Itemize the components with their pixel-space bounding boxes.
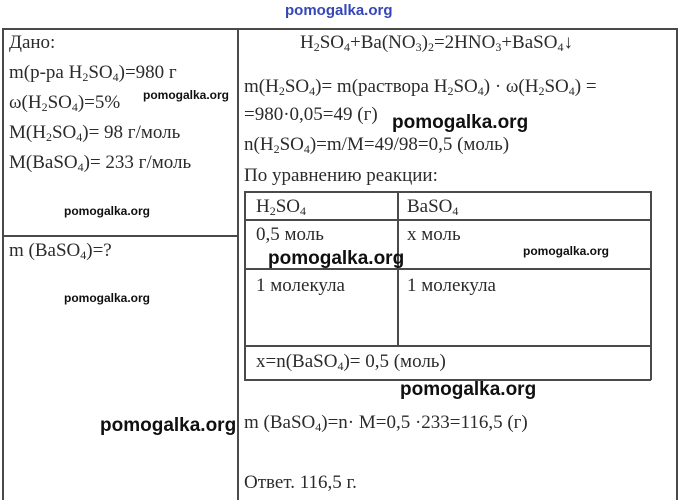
table-header-divider — [244, 219, 651, 221]
table-header-h2so4: $H_2SO_4$ — [256, 196, 307, 218]
watermark-given-right: pomogalka.org — [143, 88, 230, 102]
reaction-equation: $H_2SO_4+Ba(NO_3)_2=2HNO_3+BaSO_4↓$ — [300, 32, 573, 54]
table-cell-h2so4-moles: 0,5 моль — [256, 224, 324, 245]
frame-left-border — [2, 28, 4, 500]
given-molar-mass-h2so4: $M(H_2SO_4)= 98$ г/моль — [9, 122, 181, 144]
watermark-given-bottom: pomogalka.org — [64, 204, 151, 218]
watermark-bottom-left: pomogalka.org — [100, 415, 237, 436]
table-result-row: x=n(BaSO$_4$)= 0,5 (моль) — [256, 351, 446, 373]
table-cell-baso4-moles: x моль — [407, 224, 461, 245]
moles-calculation-line: $n(H_2SO_4)=m/M=49/98=0,5$ (моль) — [244, 134, 510, 156]
watermark-table-bottom: pomogalka.org — [400, 379, 537, 400]
final-mass-calculation: m (BaSO$_4$)=n· M=0,5 ·233=116,5 (г) — [244, 412, 528, 434]
frame-right-border — [676, 28, 678, 500]
table-top-border — [244, 191, 651, 193]
given-molar-mass-baso4: M(BaSO$_4$)= 233 г/моль — [9, 152, 192, 174]
table-cell-baso4-molecules: 1 молекула — [407, 275, 496, 296]
given-mass-fraction: $\omega(H_2SO_4)=5\%$ — [9, 92, 121, 114]
table-header-baso4: BaSO$_4$ — [407, 196, 459, 218]
watermark-solution-mass: pomogalka.org — [392, 112, 529, 133]
mass-calculation-line: =980·0,05=49 (г) — [244, 104, 378, 125]
frame-top-border — [2, 28, 678, 30]
frame-middle-divider — [237, 28, 239, 500]
watermark-find: pomogalka.org — [64, 291, 151, 305]
watermark-table-left: pomogalka.org — [268, 248, 405, 269]
answer-line: Ответ. 116,5 г. — [244, 472, 357, 493]
given-heading: Дано: — [9, 32, 56, 53]
table-left-border — [244, 191, 246, 380]
given-find-divider — [2, 235, 238, 237]
table-right-border — [650, 191, 652, 380]
table-row2-divider — [244, 345, 651, 347]
find-baso4-mass: m (BaSO$_4$)=? — [9, 240, 112, 262]
watermark-top: pomogalka.org — [285, 2, 393, 19]
given-solution-mass: m(р-ра $H_2SO_4)=980$ г — [9, 62, 177, 84]
mass-formula-line: $m(H_2SO_4)=$ m(раствора $H_2SO_4) \cdot \omega(H_2SO_4)$ = — [244, 76, 597, 98]
table-cell-h2so4-molecules: 1 молекула — [256, 275, 345, 296]
by-equation-label: По уравнению реакции: — [244, 165, 438, 186]
watermark-table-right: pomogalka.org — [523, 244, 610, 258]
